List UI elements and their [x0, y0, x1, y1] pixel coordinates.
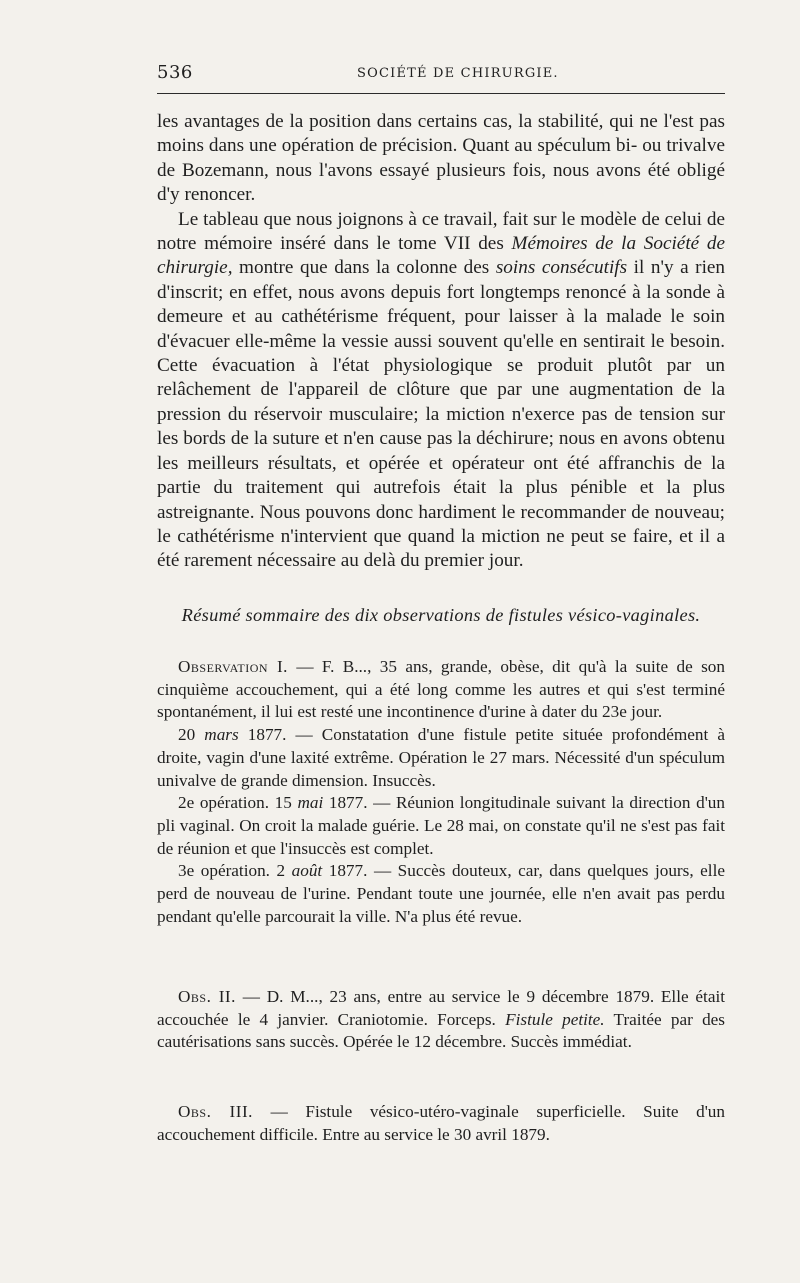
paragraph-2-mid: montre que dans la colonne des — [232, 257, 496, 279]
obs1-date1-day: 20 — [178, 725, 205, 745]
paragraph-2-end: il n'y a rien d'inscrit; en effet, nous avons depuis fort longtemps renoncé à la sonde à demeure et au cathétérisme fréquent, pour laisser à la malade le soin d'évacuer elle-même la vessie aussi souvent qu'elle en sentirait le besoin. Cette évacuation à l'état physiologique se produit plutôt par un relâchement de l'appareil de clôture que par une augmentation de la pression du réservoir musculaire; la miction n'exerce pas de tension sur les bords de la suture et n'en cause pas la déchirure; nous en avons obtenu les meilleurs résultats, et opérée et opérateur ont été affranchis de la partie du traitement qui autrefois était la plus pénible et la plus astreignante. Nous pouvons donc hardiment le recommander de nouveau; le cathétérisme n'intervient que quand la miction ne peut se faire, et il a été rarement nécessaire au delà du premier jour. — [157, 257, 726, 572]
obs2-label: Obs. II. — [178, 987, 236, 1006]
journal-title: Mémoires de la Société de chirurgie, — [157, 233, 726, 279]
obs3-label: Obs. III. — [178, 1102, 253, 1121]
observation-1 — [157, 656, 725, 928]
obs2-text — [157, 986, 725, 1054]
obs2-text-1: — D. M..., 23 ans, entre au service le 9 décembre 1879. Elle était accouchée le 4 janvier. Craniotomie. Forceps. — [157, 987, 725, 1029]
obs3-text — [157, 1101, 725, 1146]
obs2-italic: Fistule petite. — [505, 1009, 605, 1029]
obs1-label: Observation I. — [178, 657, 288, 676]
section-title: Résumé sommaire des dix observations de fistules vésico-vaginales. — [181, 605, 701, 625]
obs1-date1-text: 1877. — Constatation d'une fistule petite située profondément à droite, vagin d'une laxité extrême. Opération le 27 mars. Nécessité d'un spéculum univalve de grande dimension. Insuccès. — [157, 725, 725, 790]
obs1-op3-pre: 3e opération. 2 — [178, 861, 292, 881]
obs3-text-1: — Fistule vésico-utéro-vaginale superficielle. Suite d'un accouchement difficile. Entre au service le 30 avril 1879. — [157, 1102, 725, 1144]
observation-3 — [157, 1101, 725, 1146]
obs1-intro — [157, 656, 725, 724]
obs1-op3-month: août — [291, 861, 323, 881]
obs1-date1-month: mars — [204, 725, 239, 745]
page-number: 536 — [157, 62, 193, 83]
observation-2 — [157, 986, 725, 1054]
obs1-entry-3 — [157, 860, 725, 928]
paragraph-1: les avantages de la position dans certains cas, la stabilité, qui ne l'est pas moins dans une opération de précision. Quant au spéculum bi- ou trivalve de Bozemann, nous l'avons essayé plusieurs fois, nous avons été obligé d'y renoncer. — [157, 111, 725, 206]
main-text — [157, 110, 725, 574]
obs1-op3-text: 1877. — Succès douteux, car, dans quelques jours, elle perd de nouveau de l'urine. Pendant toute une journée, elle n'en avait pas perdu pendant qu'elle parcourait la ville. N'a plus été revue. — [157, 861, 725, 926]
obs2-text-2: Traitée par des cautérisations sans succès. Opérée le 12 décembre. Succès immédiat. — [157, 1009, 725, 1052]
page-header — [157, 62, 725, 86]
running-head: SOCIÉTÉ DE CHIRURGIE. — [357, 66, 559, 81]
header-rule — [157, 93, 725, 94]
paragraph-2 — [157, 208, 725, 574]
obs1-entry-2 — [157, 792, 725, 860]
obs1-entry-1 — [157, 724, 725, 792]
column-name: soins consécutifs — [495, 257, 628, 279]
obs1-op2-pre: 2e opération. 15 — [178, 793, 298, 813]
obs1-intro-text: — F. B..., 35 ans, grande, obèse, dit qu'à la suite de son cinquième accouchement, qui a été long comme les autres et qui s'est terminé spontanément, il lui est resté une incontinence d'urine à dater du 23e jour. — [157, 657, 725, 722]
obs1-op2-month: mai — [297, 793, 324, 813]
paragraph-2-start: Le tableau que nous joignons à ce travail, fait sur le modèle de celui de notre mémoire inséré dans le tome VII des — [157, 208, 725, 255]
obs1-op2-text: 1877. — Réunion longitudinale suivant la direction d'un pli vaginal. On croit la malade guérie. Le 28 mai, on constate qu'il ne s'est pas fait de réunion et que l'insuccès est complet. — [157, 793, 725, 858]
